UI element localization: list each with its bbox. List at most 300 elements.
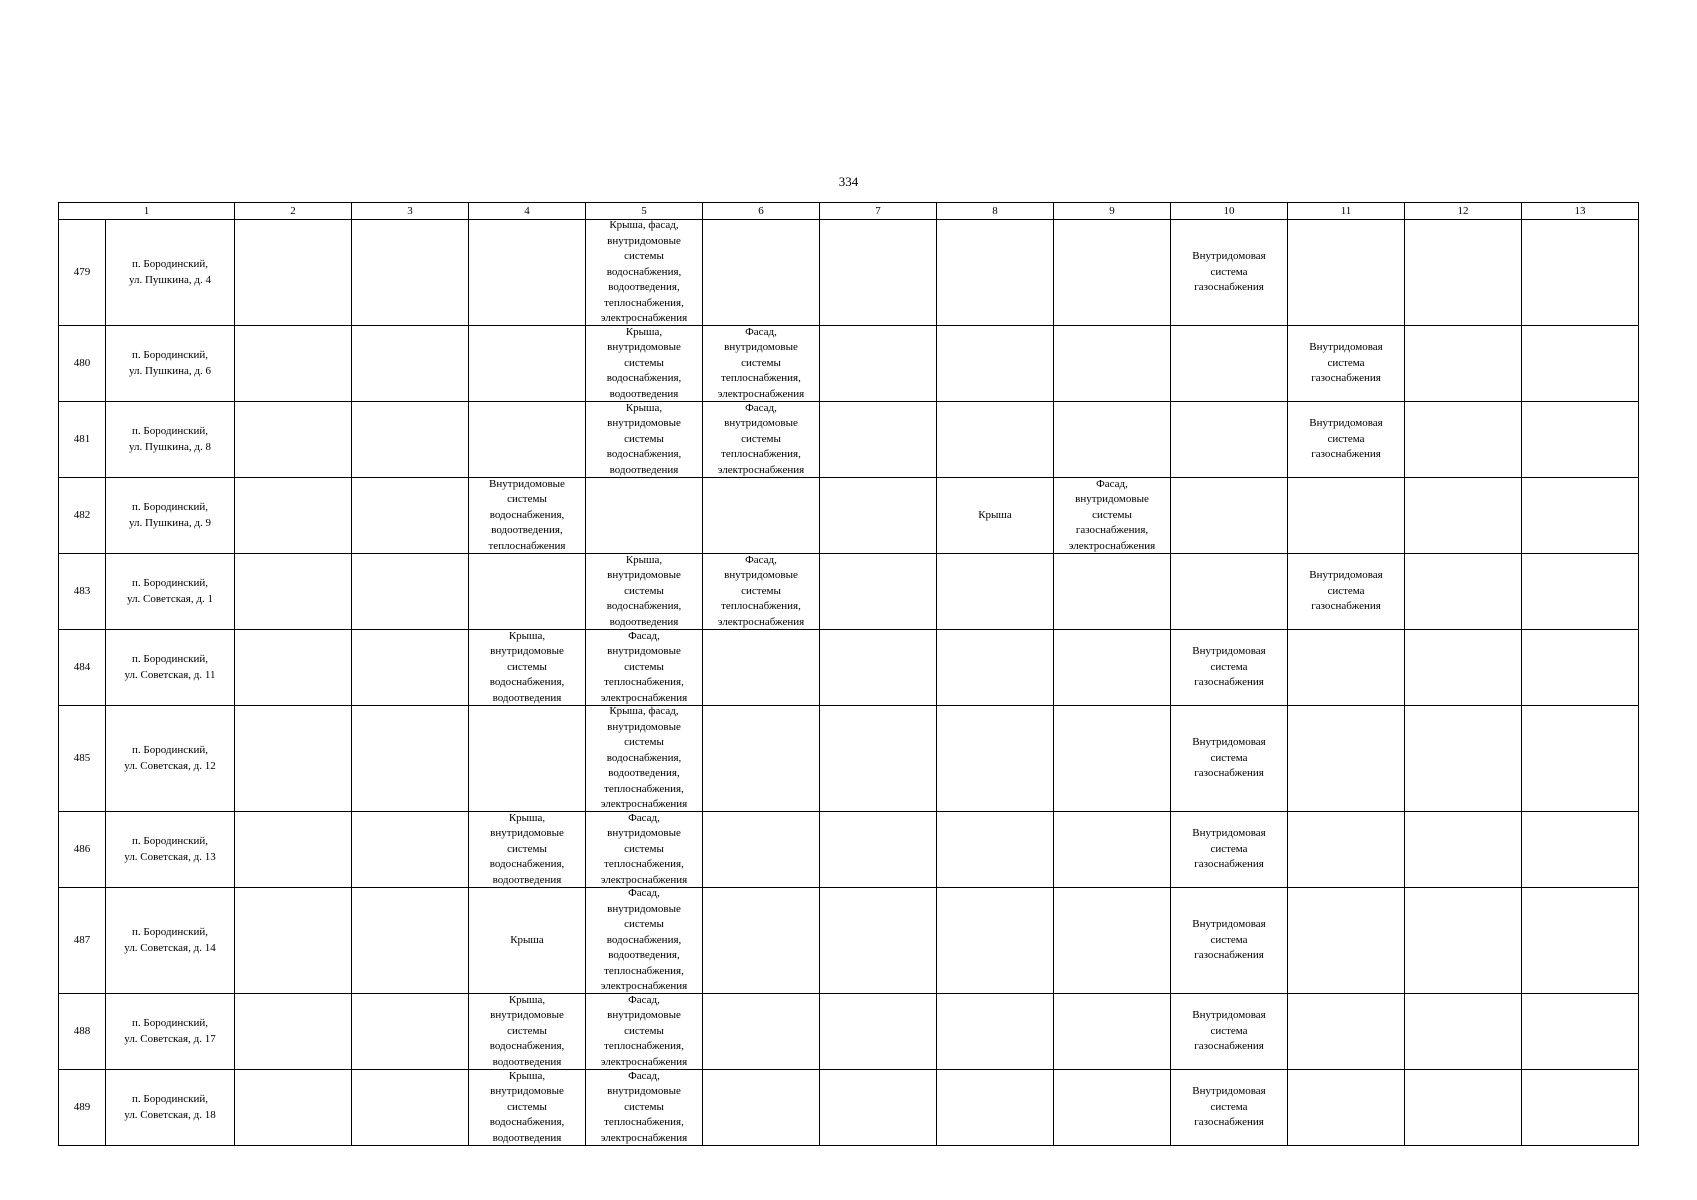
cell-text: Внутридомовая система газоснабжения bbox=[1192, 645, 1266, 689]
table-row bbox=[59, 994, 1639, 1070]
cell-col-13 bbox=[1522, 1070, 1639, 1146]
cell-col-4 bbox=[469, 326, 586, 402]
cell-text: Крыша, внутридомовые системы водоснабжения, водоотведения bbox=[489, 1070, 565, 1144]
cell-col-5 bbox=[586, 402, 703, 478]
cell-col-12 bbox=[1405, 478, 1522, 554]
table-row bbox=[59, 402, 1639, 478]
cell-text: Крыша, внутридомовые системы водоснабжения, водоотведения bbox=[606, 554, 682, 628]
cell-text bbox=[235, 812, 351, 887]
cell-col-9 bbox=[1054, 630, 1171, 706]
cell-col-7 bbox=[820, 478, 937, 554]
cell-text bbox=[352, 220, 468, 325]
cell-col-2 bbox=[235, 812, 352, 888]
cell-text bbox=[820, 812, 936, 887]
cell-col-9 bbox=[1054, 402, 1171, 478]
cell-col-5 bbox=[586, 554, 703, 630]
cell-col-6 bbox=[703, 478, 820, 554]
cell-text bbox=[1405, 478, 1521, 553]
cell-text bbox=[469, 220, 585, 325]
cell-text bbox=[235, 994, 351, 1069]
cell-col-9 bbox=[1054, 888, 1171, 994]
column-header-6: 6 bbox=[703, 203, 820, 220]
cell-col-12 bbox=[1405, 994, 1522, 1070]
data-table bbox=[58, 202, 1639, 1146]
cell-col-8 bbox=[937, 812, 1054, 888]
cell-text bbox=[703, 220, 819, 325]
cell-text bbox=[352, 326, 468, 401]
cell-col-3 bbox=[352, 326, 469, 402]
row-number: 483 bbox=[59, 554, 106, 630]
cell-text bbox=[820, 402, 936, 477]
cell-col-6 bbox=[703, 706, 820, 812]
cell-col-13 bbox=[1522, 554, 1639, 630]
cell-text bbox=[1405, 630, 1521, 705]
address-cell: п. Бородинский, ул. Пушкина, д. 9 bbox=[106, 478, 235, 554]
cell-text bbox=[1522, 402, 1638, 477]
cell-col-10 bbox=[1171, 706, 1288, 812]
cell-col-9 bbox=[1054, 994, 1171, 1070]
column-header-13: 13 bbox=[1522, 203, 1639, 220]
cell-col-4 bbox=[469, 888, 586, 994]
cell-text bbox=[937, 554, 1053, 629]
cell-col-8 bbox=[937, 402, 1054, 478]
cell-text bbox=[820, 1070, 936, 1145]
cell-text: Фасад, внутридомовые системы теплоснабжения, электроснабжения bbox=[717, 402, 805, 476]
cell-col-4 bbox=[469, 630, 586, 706]
cell-text bbox=[1054, 706, 1170, 811]
row-number: 481 bbox=[59, 402, 106, 478]
page-number: 334 bbox=[838, 174, 859, 189]
cell-text bbox=[235, 1070, 351, 1145]
column-header-7: 7 bbox=[820, 203, 937, 220]
cell-col-13 bbox=[1522, 630, 1639, 706]
cell-col-9 bbox=[1054, 554, 1171, 630]
cell-col-6 bbox=[703, 402, 820, 478]
cell-col-2 bbox=[235, 402, 352, 478]
cell-text: Фасад, внутридомовые системы теплоснабжения, электроснабжения bbox=[600, 1070, 688, 1144]
cell-col-9 bbox=[1054, 220, 1171, 326]
cell-text bbox=[1171, 326, 1287, 401]
row-number: 485 bbox=[59, 706, 106, 812]
row-number: 489 bbox=[59, 1070, 106, 1146]
cell-text bbox=[235, 478, 351, 553]
cell-col-10 bbox=[1171, 994, 1288, 1070]
cell-col-13 bbox=[1522, 220, 1639, 326]
address-cell: п. Бородинский, ул. Советская, д. 11 bbox=[106, 630, 235, 706]
cell-text bbox=[1522, 554, 1638, 629]
cell-text: Крыша bbox=[978, 508, 1012, 521]
cell-col-7 bbox=[820, 1070, 937, 1146]
row-number: 482 bbox=[59, 478, 106, 554]
cell-text bbox=[1405, 402, 1521, 477]
cell-col-2 bbox=[235, 554, 352, 630]
cell-col-5 bbox=[586, 888, 703, 994]
row-number: 487 bbox=[59, 888, 106, 994]
cell-col-4 bbox=[469, 478, 586, 554]
cell-text bbox=[352, 630, 468, 705]
address-cell: п. Бородинский, ул. Пушкина, д. 6 bbox=[106, 326, 235, 402]
column-header-11: 11 bbox=[1288, 203, 1405, 220]
cell-text bbox=[703, 888, 819, 993]
cell-text bbox=[1054, 220, 1170, 325]
address-cell: п. Бородинский, ул. Советская, д. 13 bbox=[106, 812, 235, 888]
cell-col-11 bbox=[1288, 326, 1405, 402]
cell-col-11 bbox=[1288, 220, 1405, 326]
cell-col-4 bbox=[469, 1070, 586, 1146]
column-header-4: 4 bbox=[469, 203, 586, 220]
address-cell: п. Бородинский, ул. Пушкина, д. 4 bbox=[106, 220, 235, 326]
cell-col-8 bbox=[937, 630, 1054, 706]
cell-text bbox=[352, 402, 468, 477]
cell-col-4 bbox=[469, 994, 586, 1070]
cell-text: Фасад, внутридомовые системы теплоснабжения, электроснабжения bbox=[717, 554, 805, 628]
cell-col-6 bbox=[703, 994, 820, 1070]
cell-text bbox=[820, 706, 936, 811]
cell-col-7 bbox=[820, 402, 937, 478]
cell-col-8 bbox=[937, 706, 1054, 812]
cell-col-10 bbox=[1171, 630, 1288, 706]
cell-text bbox=[703, 706, 819, 811]
table-row bbox=[59, 478, 1639, 554]
cell-text bbox=[1405, 994, 1521, 1069]
column-header-2: 2 bbox=[235, 203, 352, 220]
cell-text bbox=[703, 478, 819, 553]
cell-text: Внутридомовая система газоснабжения bbox=[1192, 918, 1266, 962]
cell-col-8 bbox=[937, 220, 1054, 326]
cell-text: Фасад, внутридомовые системы теплоснабжения, электроснабжения bbox=[600, 630, 688, 704]
cell-text bbox=[235, 554, 351, 629]
cell-text bbox=[469, 554, 585, 629]
column-header-1: 1 bbox=[59, 203, 235, 220]
cell-text bbox=[820, 994, 936, 1069]
cell-text bbox=[1288, 812, 1404, 887]
cell-col-7 bbox=[820, 220, 937, 326]
cell-text bbox=[352, 706, 468, 811]
cell-text bbox=[1522, 888, 1638, 993]
cell-text bbox=[1288, 706, 1404, 811]
table-row bbox=[59, 326, 1639, 402]
row-number: 479 bbox=[59, 220, 106, 326]
cell-text: Фасад, внутридомовые системы теплоснабжения, электроснабжения bbox=[717, 326, 805, 400]
cell-col-6 bbox=[703, 1070, 820, 1146]
cell-text bbox=[1522, 1070, 1638, 1145]
cell-col-8 bbox=[937, 554, 1054, 630]
cell-text: Крыша, фасад, внутридомовые системы водоснабжения, водоотведения, теплоснабжения, электроснабжения bbox=[600, 220, 688, 325]
cell-col-10 bbox=[1171, 478, 1288, 554]
cell-text bbox=[1288, 220, 1404, 325]
cell-text bbox=[820, 888, 936, 993]
cell-text bbox=[352, 478, 468, 553]
cell-col-11 bbox=[1288, 630, 1405, 706]
table-row bbox=[59, 554, 1639, 630]
cell-text bbox=[469, 706, 585, 811]
cell-text: Внутридомовая система газоснабжения bbox=[1192, 1009, 1266, 1053]
cell-text: Внутридомовая система газоснабжения bbox=[1192, 736, 1266, 780]
cell-text: Внутридомовая система газоснабжения bbox=[1192, 827, 1266, 871]
cell-text bbox=[235, 706, 351, 811]
cell-col-7 bbox=[820, 888, 937, 994]
table-row bbox=[59, 812, 1639, 888]
address-cell: п. Бородинский, ул. Советская, д. 1 bbox=[106, 554, 235, 630]
address-cell: п. Бородинский, ул. Советская, д. 18 bbox=[106, 1070, 235, 1146]
cell-text bbox=[1405, 554, 1521, 629]
cell-text bbox=[1522, 994, 1638, 1069]
cell-col-4 bbox=[469, 554, 586, 630]
cell-col-5 bbox=[586, 994, 703, 1070]
column-header-12: 12 bbox=[1405, 203, 1522, 220]
cell-text bbox=[937, 994, 1053, 1069]
cell-col-12 bbox=[1405, 402, 1522, 478]
cell-text bbox=[1405, 706, 1521, 811]
cell-text bbox=[235, 888, 351, 993]
cell-text bbox=[1054, 994, 1170, 1069]
cell-col-11 bbox=[1288, 1070, 1405, 1146]
cell-col-11 bbox=[1288, 402, 1405, 478]
cell-text bbox=[586, 478, 702, 553]
header-row bbox=[59, 203, 1639, 220]
cell-text bbox=[1522, 630, 1638, 705]
cell-col-5 bbox=[586, 326, 703, 402]
cell-text bbox=[469, 402, 585, 477]
cell-col-2 bbox=[235, 994, 352, 1070]
cell-col-7 bbox=[820, 326, 937, 402]
cell-text bbox=[1054, 326, 1170, 401]
column-header-5: 5 bbox=[586, 203, 703, 220]
cell-text bbox=[352, 812, 468, 887]
column-header-9: 9 bbox=[1054, 203, 1171, 220]
cell-text bbox=[937, 888, 1053, 993]
cell-text bbox=[1522, 706, 1638, 811]
cell-col-2 bbox=[235, 888, 352, 994]
column-header-8: 8 bbox=[937, 203, 1054, 220]
cell-text bbox=[352, 994, 468, 1069]
cell-text bbox=[235, 630, 351, 705]
cell-text bbox=[235, 402, 351, 477]
cell-text bbox=[1054, 554, 1170, 629]
cell-col-12 bbox=[1405, 812, 1522, 888]
cell-col-11 bbox=[1288, 478, 1405, 554]
cell-col-11 bbox=[1288, 706, 1405, 812]
cell-text bbox=[820, 326, 936, 401]
cell-col-8 bbox=[937, 888, 1054, 994]
cell-col-13 bbox=[1522, 994, 1639, 1070]
cell-text bbox=[937, 812, 1053, 887]
cell-col-12 bbox=[1405, 888, 1522, 994]
cell-col-12 bbox=[1405, 554, 1522, 630]
cell-text: Крыша, внутридомовые системы водоснабжения, водоотведения bbox=[489, 630, 565, 704]
cell-text bbox=[469, 326, 585, 401]
cell-col-3 bbox=[352, 1070, 469, 1146]
cell-col-9 bbox=[1054, 326, 1171, 402]
cell-col-3 bbox=[352, 994, 469, 1070]
cell-text bbox=[1054, 630, 1170, 705]
cell-text bbox=[820, 478, 936, 553]
table-row bbox=[59, 1070, 1639, 1146]
cell-text: Крыша, внутридомовые системы водоснабжения, водоотведения bbox=[489, 812, 565, 886]
cell-text: Внутридомовая система газоснабжения bbox=[1309, 341, 1383, 385]
cell-text bbox=[1405, 812, 1521, 887]
cell-col-7 bbox=[820, 994, 937, 1070]
cell-col-5 bbox=[586, 220, 703, 326]
cell-col-11 bbox=[1288, 812, 1405, 888]
table-row bbox=[59, 630, 1639, 706]
row-number: 484 bbox=[59, 630, 106, 706]
cell-col-10 bbox=[1171, 1070, 1288, 1146]
cell-text bbox=[235, 220, 351, 325]
cell-col-13 bbox=[1522, 812, 1639, 888]
table-header bbox=[59, 203, 1639, 220]
cell-text: Крыша, внутридомовые системы водоснабжения, водоотведения bbox=[606, 402, 682, 476]
cell-text bbox=[352, 1070, 468, 1145]
cell-col-5 bbox=[586, 630, 703, 706]
cell-text bbox=[1288, 888, 1404, 993]
table-body bbox=[59, 220, 1639, 1146]
cell-col-3 bbox=[352, 478, 469, 554]
cell-col-7 bbox=[820, 630, 937, 706]
cell-col-10 bbox=[1171, 326, 1288, 402]
cell-text bbox=[1288, 994, 1404, 1069]
cell-text bbox=[703, 812, 819, 887]
cell-col-6 bbox=[703, 812, 820, 888]
cell-text bbox=[1171, 402, 1287, 477]
cell-col-10 bbox=[1171, 220, 1288, 326]
cell-col-12 bbox=[1405, 630, 1522, 706]
cell-col-4 bbox=[469, 706, 586, 812]
cell-col-12 bbox=[1405, 326, 1522, 402]
address-cell: п. Бородинский, ул. Пушкина, д. 8 bbox=[106, 402, 235, 478]
table-row bbox=[59, 888, 1639, 994]
cell-text bbox=[1054, 812, 1170, 887]
cell-text bbox=[703, 1070, 819, 1145]
row-number: 486 bbox=[59, 812, 106, 888]
cell-text bbox=[937, 706, 1053, 811]
cell-text: Крыша, внутридомовые системы водоснабжения, водоотведения bbox=[606, 326, 682, 400]
cell-col-11 bbox=[1288, 888, 1405, 994]
cell-col-10 bbox=[1171, 402, 1288, 478]
cell-col-6 bbox=[703, 630, 820, 706]
cell-text bbox=[1171, 478, 1287, 553]
row-number: 480 bbox=[59, 326, 106, 402]
cell-col-11 bbox=[1288, 554, 1405, 630]
cell-text bbox=[1522, 478, 1638, 553]
cell-col-9 bbox=[1054, 1070, 1171, 1146]
cell-text bbox=[235, 326, 351, 401]
cell-text bbox=[937, 220, 1053, 325]
cell-text bbox=[1054, 1070, 1170, 1145]
cell-text bbox=[820, 630, 936, 705]
cell-col-11 bbox=[1288, 994, 1405, 1070]
cell-col-7 bbox=[820, 812, 937, 888]
cell-col-3 bbox=[352, 402, 469, 478]
cell-col-12 bbox=[1405, 1070, 1522, 1146]
cell-text bbox=[937, 630, 1053, 705]
cell-text: Фасад, внутридомовые системы газоснабжения, электроснабжения bbox=[1068, 478, 1156, 552]
cell-text bbox=[1522, 812, 1638, 887]
cell-col-5 bbox=[586, 1070, 703, 1146]
cell-text bbox=[1405, 326, 1521, 401]
cell-text: Крыша, внутридомовые системы водоснабжения, водоотведения bbox=[489, 994, 565, 1068]
cell-text bbox=[1522, 326, 1638, 401]
cell-text bbox=[1171, 554, 1287, 629]
cell-text bbox=[1288, 1070, 1404, 1145]
cell-col-4 bbox=[469, 220, 586, 326]
cell-col-9 bbox=[1054, 812, 1171, 888]
cell-col-10 bbox=[1171, 888, 1288, 994]
cell-col-6 bbox=[703, 220, 820, 326]
cell-col-12 bbox=[1405, 220, 1522, 326]
cell-text bbox=[352, 554, 468, 629]
cell-col-13 bbox=[1522, 326, 1639, 402]
cell-text bbox=[1054, 402, 1170, 477]
cell-col-7 bbox=[820, 554, 937, 630]
cell-text bbox=[937, 402, 1053, 477]
cell-text bbox=[937, 1070, 1053, 1145]
cell-text: Крыша bbox=[510, 933, 544, 946]
cell-text: Внутридомовая система газоснабжения bbox=[1192, 250, 1266, 294]
cell-col-2 bbox=[235, 326, 352, 402]
cell-col-3 bbox=[352, 812, 469, 888]
cell-col-4 bbox=[469, 402, 586, 478]
cell-text: Крыша, фасад, внутридомовые системы водоснабжения, водоотведения, теплоснабжения, электроснабжения bbox=[600, 706, 688, 811]
cell-text bbox=[1288, 630, 1404, 705]
cell-text: Внутридомовая система газоснабжения bbox=[1309, 417, 1383, 461]
address-cell: п. Бородинский, ул. Советская, д. 14 bbox=[106, 888, 235, 994]
cell-text: Фасад, внутридомовые системы теплоснабжения, электроснабжения bbox=[600, 812, 688, 886]
cell-col-2 bbox=[235, 630, 352, 706]
cell-col-6 bbox=[703, 326, 820, 402]
cell-col-2 bbox=[235, 706, 352, 812]
cell-col-13 bbox=[1522, 888, 1639, 994]
cell-col-8 bbox=[937, 478, 1054, 554]
cell-text bbox=[1054, 888, 1170, 993]
cell-text bbox=[703, 630, 819, 705]
cell-text bbox=[820, 554, 936, 629]
cell-col-3 bbox=[352, 220, 469, 326]
cell-text bbox=[1405, 220, 1521, 325]
cell-col-5 bbox=[586, 478, 703, 554]
cell-col-6 bbox=[703, 554, 820, 630]
cell-col-9 bbox=[1054, 706, 1171, 812]
cell-col-8 bbox=[937, 1070, 1054, 1146]
cell-text bbox=[1405, 888, 1521, 993]
row-number: 488 bbox=[59, 994, 106, 1070]
cell-col-2 bbox=[235, 478, 352, 554]
cell-text bbox=[820, 220, 936, 325]
cell-col-4 bbox=[469, 812, 586, 888]
cell-text: Фасад, внутридомовые системы теплоснабжения, электроснабжения bbox=[600, 994, 688, 1068]
cell-col-3 bbox=[352, 554, 469, 630]
cell-col-3 bbox=[352, 630, 469, 706]
cell-text bbox=[1405, 1070, 1521, 1145]
cell-text: Внутридомовая система газоснабжения bbox=[1309, 569, 1383, 613]
cell-col-9 bbox=[1054, 478, 1171, 554]
cell-text: Фасад, внутридомовые системы водоснабжения, водоотведения, теплоснабжения, электроснабжения bbox=[600, 888, 688, 993]
cell-text bbox=[937, 326, 1053, 401]
cell-col-5 bbox=[586, 706, 703, 812]
cell-text: Внутридомовая система газоснабжения bbox=[1192, 1085, 1266, 1129]
table-row bbox=[59, 220, 1639, 326]
cell-text: Внутридомовые системы водоснабжения, водоотведения, теплоснабжения bbox=[488, 478, 566, 552]
cell-text bbox=[703, 994, 819, 1069]
table-row bbox=[59, 706, 1639, 812]
cell-col-2 bbox=[235, 1070, 352, 1146]
cell-col-13 bbox=[1522, 478, 1639, 554]
cell-col-3 bbox=[352, 888, 469, 994]
cell-text bbox=[352, 888, 468, 993]
cell-col-13 bbox=[1522, 706, 1639, 812]
cell-col-2 bbox=[235, 220, 352, 326]
cell-col-7 bbox=[820, 706, 937, 812]
